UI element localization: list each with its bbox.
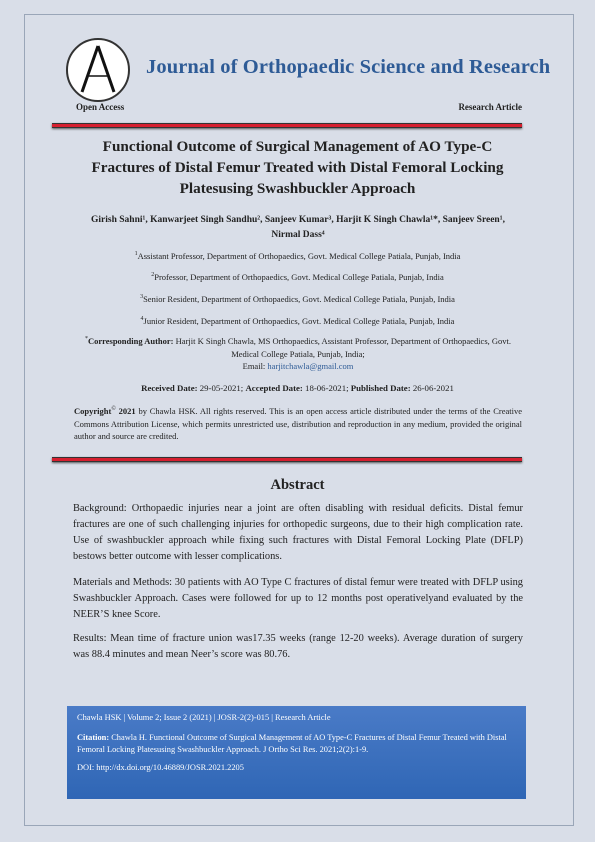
copyright-symbol: © (111, 406, 116, 413)
citation (77, 732, 516, 756)
header-rule (52, 123, 522, 128)
copyright-label: Copyright (74, 406, 112, 416)
affiliation-2 (60, 272, 535, 282)
affiliation-1 (60, 251, 535, 261)
paper-title-line: Platesusing Swashbuckler Approach (179, 180, 416, 197)
article-dates (60, 383, 535, 393)
corresponding-author (78, 335, 518, 373)
copyright-notice (74, 405, 522, 443)
paper-title (60, 136, 535, 199)
accepted-date: 18-06-2021; (305, 383, 349, 393)
published-date: 26-06-2021 (412, 383, 454, 393)
received-date: 29-05-2021; (199, 383, 244, 393)
open-access-label: Open Access (76, 102, 125, 112)
paper-title-line: Fractures of Distal Femur Treated with Distal Femoral Locking (91, 159, 504, 176)
affiliation-number: 4 (140, 316, 144, 323)
email-label: Email: (242, 361, 266, 371)
journal-title: Journal of Orthopaedic Science and Research (146, 56, 551, 78)
paper-title-line: Functional Outcome of Surgical Management of AO Type-C (102, 138, 493, 155)
journal-logo (66, 38, 130, 102)
copyright-text: by Chawla HSK. All rights reserved. This is an open access article distributed under the terms of the Creative Commons Attribution License, which permits unrestricted use, distribution and reproduction in any medium, provided the original author and source are credited. (74, 406, 523, 441)
accepted-label: Accepted Date: (245, 383, 303, 393)
doi-link[interactable]: DOI: http://dx.doi.org/10.46889/JOSR.2021.2205 (77, 763, 244, 772)
corresponding-marker: * (84, 336, 88, 343)
corresponding-text: Harjit K Singh Chawla, MS Orthopaedics, Assistant Professor, Department of Orthopaedics, Govt. Medical College Patiala, Punjab, India; (175, 336, 512, 359)
article-type-label: Research Article (458, 102, 522, 112)
author-list (62, 213, 534, 243)
affiliation-text: Junior Resident, Department of Orthopaedics, Govt. Medical College Patiala, Punjab, India (143, 316, 455, 326)
abstract-methods: Materials and Methods: 30 patients with AO Type C fractures of distal femur were treated with DFLP using Swashbuckler Approach. Cases were followed for up to 12 months post operativelyand evaluated by the NEER’S knee Score. (73, 577, 523, 620)
citation-label: Citation: (77, 733, 110, 742)
copyright-year: 2021 (118, 406, 136, 416)
affiliation-number: 1 (134, 251, 138, 258)
section-rule (52, 457, 522, 462)
affiliation-text: Assistant Professor, Department of Orthopaedics, Govt. Medical College Patiala, Punjab, India (137, 251, 461, 261)
abstract-heading: Abstract (270, 477, 325, 493)
citation-box (67, 706, 526, 799)
affiliation-3 (60, 294, 535, 304)
affiliation-text: Professor, Department of Orthopaedics, Govt. Medical College Patiala, Punjab, India (154, 272, 444, 282)
logo-a-mark (68, 40, 128, 100)
affiliation-number: 3 (140, 294, 144, 301)
citation-text: Chawla H. Functional Outcome of Surgical Management of AO Type-C Fractures of Distal Femur Treated with Distal Femoral Locking Platesusing Swashbuckler Approach. J Ortho Sci Res. 2021;2(2):1-9. (77, 733, 507, 754)
article-meta: Chawla HSK | Volume 2; Issue 2 (2021) | JOSR-2(2)-015 | Research Article (77, 713, 331, 722)
affiliation-4 (60, 316, 535, 326)
corresponding-label: Corresponding Author: (87, 336, 174, 346)
author-line: Nirmal Dass⁴ (271, 230, 325, 240)
abstract-results: Results: Mean time of fracture union was17.35 weeks (range 12-20 weeks). Average duration of surgery was 88.4 minutes and mean Neer’s score was 80.76. (73, 633, 523, 660)
received-label: Received Date: (141, 383, 198, 393)
affiliation-number: 2 (151, 272, 155, 279)
author-line: Girish Sahni¹, Kanwarjeet Singh Sandhu², Sanjeev Kumar³, Harjit K Singh Chawla¹*, Sanjeev Sreen¹, (91, 215, 505, 225)
published-label: Published Date: (350, 383, 411, 393)
email-link[interactable]: harjitchawla@gmail.com (267, 361, 354, 371)
abstract-background: Background: Orthopaedic injuries near a joint are often disabling with residual deficits. Distal femur fractures are one of such challenging injuries for orthopedic surgeons, due to their high complication rate. Use of swashbuckler approach while fixing such fractures with Distal Femoral Locking Plate (DFLP) bestows better outcome with lesser complications. (73, 503, 523, 562)
affiliation-text: Senior Resident, Department of Orthopaedics, Govt. Medical College Patiala, Punjab, India (143, 294, 455, 304)
